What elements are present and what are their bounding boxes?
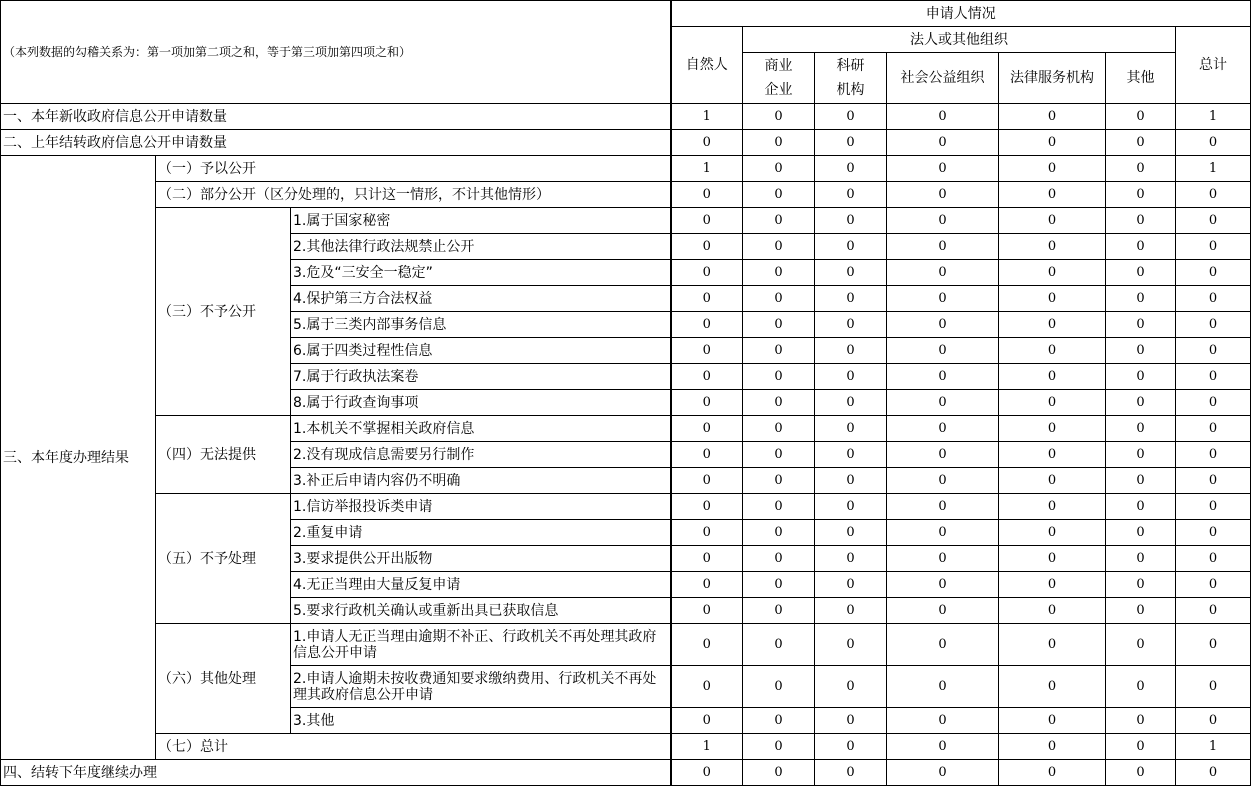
- cell-value: 1: [1176, 734, 1251, 760]
- cell-value: 0: [1176, 708, 1251, 734]
- header-note: （本列数据的勾稽关系为：第一项加第二项之和，等于第三项加第四项之和）: [1, 1, 671, 104]
- cell-value: 0: [999, 234, 1106, 260]
- table-row: [1, 494, 1251, 520]
- cell-value: 0: [671, 390, 743, 416]
- cell-value: 0: [815, 338, 887, 364]
- cell-value: 0: [1106, 494, 1176, 520]
- cell-value: 1: [1176, 104, 1251, 130]
- item-label: 4.保护第三方合法权益: [291, 286, 671, 312]
- cell-value: 0: [743, 494, 815, 520]
- cell-value: 0: [1106, 104, 1176, 130]
- cell-value: 0: [671, 708, 743, 734]
- cell-value: 0: [743, 624, 815, 666]
- cell-value: 0: [1176, 390, 1251, 416]
- cell-value: 0: [999, 598, 1106, 624]
- cell-value: 0: [671, 624, 743, 666]
- table-row: [1, 760, 1251, 786]
- header-commercial: 商业企业: [743, 53, 815, 104]
- cell-value: 0: [671, 760, 743, 786]
- cell-value: 0: [887, 546, 999, 572]
- item-label: 4.无正当理由大量反复申请: [291, 572, 671, 598]
- cell-value: 0: [743, 104, 815, 130]
- cell-value: 0: [1176, 182, 1251, 208]
- cell-value: 0: [999, 208, 1106, 234]
- group-label: （五）不予处理: [156, 494, 291, 624]
- cell-value: 0: [1106, 208, 1176, 234]
- cell-value: 0: [815, 760, 887, 786]
- cell-value: 0: [887, 572, 999, 598]
- item-label: 1.本机关不掌握相关政府信息: [291, 416, 671, 442]
- cell-value: 0: [999, 468, 1106, 494]
- cell-value: 0: [815, 156, 887, 182]
- cell-value: 0: [815, 624, 887, 666]
- cell-value: 0: [887, 182, 999, 208]
- cell-value: 0: [671, 338, 743, 364]
- cell-value: 0: [671, 312, 743, 338]
- cell-value: 0: [815, 390, 887, 416]
- cell-value: 0: [1176, 572, 1251, 598]
- item-label: 2.其他法律行政法规禁止公开: [291, 234, 671, 260]
- cell-value: 0: [887, 286, 999, 312]
- cell-value: 0: [999, 760, 1106, 786]
- cell-value: 0: [671, 286, 743, 312]
- cell-value: 0: [999, 260, 1106, 286]
- cell-value: 0: [1176, 520, 1251, 546]
- cell-value: 0: [887, 390, 999, 416]
- item-label: 2.重复申请: [291, 520, 671, 546]
- cell-value: 0: [1176, 312, 1251, 338]
- cell-value: 0: [887, 416, 999, 442]
- item-label: 5.要求行政机关确认或重新出具已获取信息: [291, 598, 671, 624]
- cell-value: 0: [1106, 760, 1176, 786]
- cell-value: 0: [815, 416, 887, 442]
- cell-value: 0: [999, 390, 1106, 416]
- cell-value: 0: [999, 156, 1106, 182]
- section3-label: 三、本年度办理结果: [1, 156, 156, 760]
- cell-value: 0: [999, 182, 1106, 208]
- cell-value: 0: [743, 182, 815, 208]
- cell-value: 0: [887, 494, 999, 520]
- cell-value: 0: [1176, 442, 1251, 468]
- cell-value: 0: [887, 130, 999, 156]
- cell-value: 0: [743, 260, 815, 286]
- cell-value: 0: [671, 546, 743, 572]
- item-label: 3.要求提供公开出版物: [291, 546, 671, 572]
- cell-value: 0: [999, 494, 1106, 520]
- cell-value: 0: [815, 130, 887, 156]
- cell-value: 0: [887, 734, 999, 760]
- cell-value: 0: [671, 364, 743, 390]
- cell-value: 0: [815, 182, 887, 208]
- cell-value: 0: [815, 520, 887, 546]
- cell-value: 0: [743, 760, 815, 786]
- cell-value: 0: [815, 468, 887, 494]
- cell-value: 0: [999, 312, 1106, 338]
- cell-value: 0: [887, 760, 999, 786]
- cell-value: 0: [671, 468, 743, 494]
- cell-value: 0: [815, 494, 887, 520]
- cell-value: 0: [1176, 598, 1251, 624]
- cell-value: 0: [1176, 234, 1251, 260]
- table-row: [1, 208, 1251, 234]
- cell-value: 0: [999, 708, 1106, 734]
- row-label: 一、本年新收政府信息公开申请数量: [1, 104, 671, 130]
- cell-value: 0: [887, 598, 999, 624]
- item-label: 1.属于国家秘密: [291, 208, 671, 234]
- cell-value: 0: [887, 208, 999, 234]
- cell-value: 0: [671, 442, 743, 468]
- cell-value: 0: [1176, 468, 1251, 494]
- table-row: [1, 104, 1251, 130]
- cell-value: 0: [743, 338, 815, 364]
- cell-value: 0: [999, 104, 1106, 130]
- item-label: 7.属于行政执法案卷: [291, 364, 671, 390]
- cell-value: 0: [887, 520, 999, 546]
- cell-value: 0: [887, 364, 999, 390]
- cell-value: 0: [815, 734, 887, 760]
- item-label: 5.属于三类内部事务信息: [291, 312, 671, 338]
- cell-value: 0: [1106, 520, 1176, 546]
- cell-value: 0: [671, 416, 743, 442]
- table-row: [1, 734, 1251, 760]
- cell-value: 0: [887, 156, 999, 182]
- cell-value: 0: [999, 130, 1106, 156]
- cell-value: 0: [1106, 442, 1176, 468]
- row-label: （一）予以公开: [156, 156, 671, 182]
- cell-value: 0: [1106, 286, 1176, 312]
- cell-value: 0: [1176, 338, 1251, 364]
- cell-value: 0: [743, 208, 815, 234]
- item-label: 3.危及“三安全一稳定”: [291, 260, 671, 286]
- cell-value: 0: [743, 286, 815, 312]
- cell-value: 0: [743, 234, 815, 260]
- cell-value: 0: [743, 520, 815, 546]
- header-public-welfare: 社会公益组织: [887, 53, 999, 104]
- cell-value: 0: [743, 666, 815, 708]
- header-applicant: 申请人情况: [671, 1, 1251, 27]
- cell-value: 0: [1106, 182, 1176, 208]
- cell-value: 0: [1176, 286, 1251, 312]
- cell-value: 0: [671, 572, 743, 598]
- item-label: 2.申请人逾期未按收费通知要求缴纳费用、行政机关不再处理其政府信息公开申请: [291, 666, 671, 708]
- item-label: 8.属于行政查询事项: [291, 390, 671, 416]
- cell-value: 0: [815, 260, 887, 286]
- cell-value: 0: [671, 494, 743, 520]
- cell-value: 0: [887, 442, 999, 468]
- cell-value: 0: [999, 546, 1106, 572]
- cell-value: 0: [743, 468, 815, 494]
- cell-value: 0: [999, 572, 1106, 598]
- cell-value: 0: [743, 734, 815, 760]
- cell-value: 0: [999, 442, 1106, 468]
- cell-value: 0: [1176, 260, 1251, 286]
- cell-value: 0: [887, 666, 999, 708]
- cell-value: 0: [1176, 364, 1251, 390]
- cell-value: 0: [743, 312, 815, 338]
- cell-value: 0: [887, 104, 999, 130]
- cell-value: 0: [999, 416, 1106, 442]
- cell-value: 0: [999, 286, 1106, 312]
- cell-value: 0: [815, 312, 887, 338]
- item-label: 1.信访举报投诉类申请: [291, 494, 671, 520]
- cell-value: 0: [999, 734, 1106, 760]
- cell-value: 0: [887, 234, 999, 260]
- cell-value: 0: [815, 364, 887, 390]
- cell-value: 0: [999, 364, 1106, 390]
- row-label: 四、结转下年度继续办理: [1, 760, 671, 786]
- cell-value: 1: [671, 156, 743, 182]
- cell-value: 0: [743, 442, 815, 468]
- cell-value: 0: [1176, 624, 1251, 666]
- cell-value: 0: [999, 624, 1106, 666]
- cell-value: 0: [743, 708, 815, 734]
- header-research: 科研机构: [815, 53, 887, 104]
- cell-value: 0: [1106, 708, 1176, 734]
- cell-value: 0: [743, 572, 815, 598]
- item-label: 2.没有现成信息需要另行制作: [291, 442, 671, 468]
- cell-value: 0: [815, 104, 887, 130]
- cell-value: 0: [1176, 760, 1251, 786]
- cell-value: 0: [1106, 468, 1176, 494]
- cell-value: 0: [671, 234, 743, 260]
- cell-value: 0: [671, 598, 743, 624]
- cell-value: 0: [1106, 338, 1176, 364]
- cell-value: 0: [1106, 624, 1176, 666]
- cell-value: 0: [815, 208, 887, 234]
- cell-value: 0: [743, 364, 815, 390]
- cell-value: 0: [743, 598, 815, 624]
- row-label: （二）部分公开（区分处理的，只计这一情形，不计其他情形）: [156, 182, 671, 208]
- cell-value: 0: [671, 260, 743, 286]
- header-total: 总计: [1176, 27, 1251, 104]
- cell-value: 0: [671, 130, 743, 156]
- cell-value: 1: [671, 734, 743, 760]
- cell-value: 0: [1176, 666, 1251, 708]
- cell-value: 0: [743, 130, 815, 156]
- cell-value: 0: [1176, 416, 1251, 442]
- cell-value: 0: [1106, 156, 1176, 182]
- table-row: [1, 416, 1251, 442]
- cell-value: 0: [1106, 546, 1176, 572]
- cell-value: 0: [815, 708, 887, 734]
- cell-value: 0: [743, 156, 815, 182]
- cell-value: 0: [1106, 572, 1176, 598]
- cell-value: 0: [815, 234, 887, 260]
- cell-value: 0: [999, 520, 1106, 546]
- cell-value: 0: [1176, 208, 1251, 234]
- cell-value: 0: [1106, 234, 1176, 260]
- cell-value: 0: [815, 598, 887, 624]
- cell-value: 0: [887, 338, 999, 364]
- row-label: （七）总计: [156, 734, 671, 760]
- table-row: [1, 156, 1251, 182]
- cell-value: 0: [1106, 416, 1176, 442]
- header-legal-service: 法律服务机构: [999, 53, 1106, 104]
- item-label: 1.申请人无正当理由逾期不补正、行政机关不再处理其政府信息公开申请: [291, 624, 671, 666]
- cell-value: 0: [1176, 546, 1251, 572]
- header-natural-person: 自然人: [671, 27, 743, 104]
- cell-value: 0: [815, 442, 887, 468]
- cell-value: 0: [1176, 494, 1251, 520]
- cell-value: 0: [671, 208, 743, 234]
- cell-value: 1: [1176, 156, 1251, 182]
- cell-value: 0: [1106, 130, 1176, 156]
- cell-value: 0: [815, 666, 887, 708]
- cell-value: 1: [671, 104, 743, 130]
- header-legal-entity: 法人或其他组织: [743, 27, 1176, 53]
- table-row: [1, 130, 1251, 156]
- table-row: [1, 182, 1251, 208]
- row-label: 二、上年结转政府信息公开申请数量: [1, 130, 671, 156]
- cell-value: 0: [887, 708, 999, 734]
- cell-value: 0: [999, 338, 1106, 364]
- cell-value: 0: [743, 390, 815, 416]
- cell-value: 0: [1106, 390, 1176, 416]
- cell-value: 0: [815, 572, 887, 598]
- cell-value: 0: [815, 286, 887, 312]
- cell-value: 0: [671, 520, 743, 546]
- cell-value: 0: [887, 312, 999, 338]
- cell-value: 0: [1106, 598, 1176, 624]
- cell-value: 0: [743, 546, 815, 572]
- cell-value: 0: [887, 468, 999, 494]
- cell-value: 0: [1106, 260, 1176, 286]
- cell-value: 0: [1106, 734, 1176, 760]
- table-row: [1, 624, 1251, 666]
- cell-value: 0: [887, 624, 999, 666]
- group-label: （四）无法提供: [156, 416, 291, 494]
- cell-value: 0: [671, 666, 743, 708]
- item-label: 6.属于四类过程性信息: [291, 338, 671, 364]
- cell-value: 0: [887, 260, 999, 286]
- item-label: 3.其他: [291, 708, 671, 734]
- header-other: 其他: [1106, 53, 1176, 104]
- cell-value: 0: [999, 666, 1106, 708]
- group-label: （三）不予公开: [156, 208, 291, 416]
- cell-value: 0: [1106, 312, 1176, 338]
- cell-value: 0: [743, 416, 815, 442]
- cell-value: 0: [1176, 130, 1251, 156]
- item-label: 3.补正后申请内容仍不明确: [291, 468, 671, 494]
- cell-value: 0: [1106, 666, 1176, 708]
- cell-value: 0: [815, 546, 887, 572]
- cell-value: 0: [1106, 364, 1176, 390]
- group-label: （六）其他处理: [156, 624, 291, 734]
- cell-value: 0: [671, 182, 743, 208]
